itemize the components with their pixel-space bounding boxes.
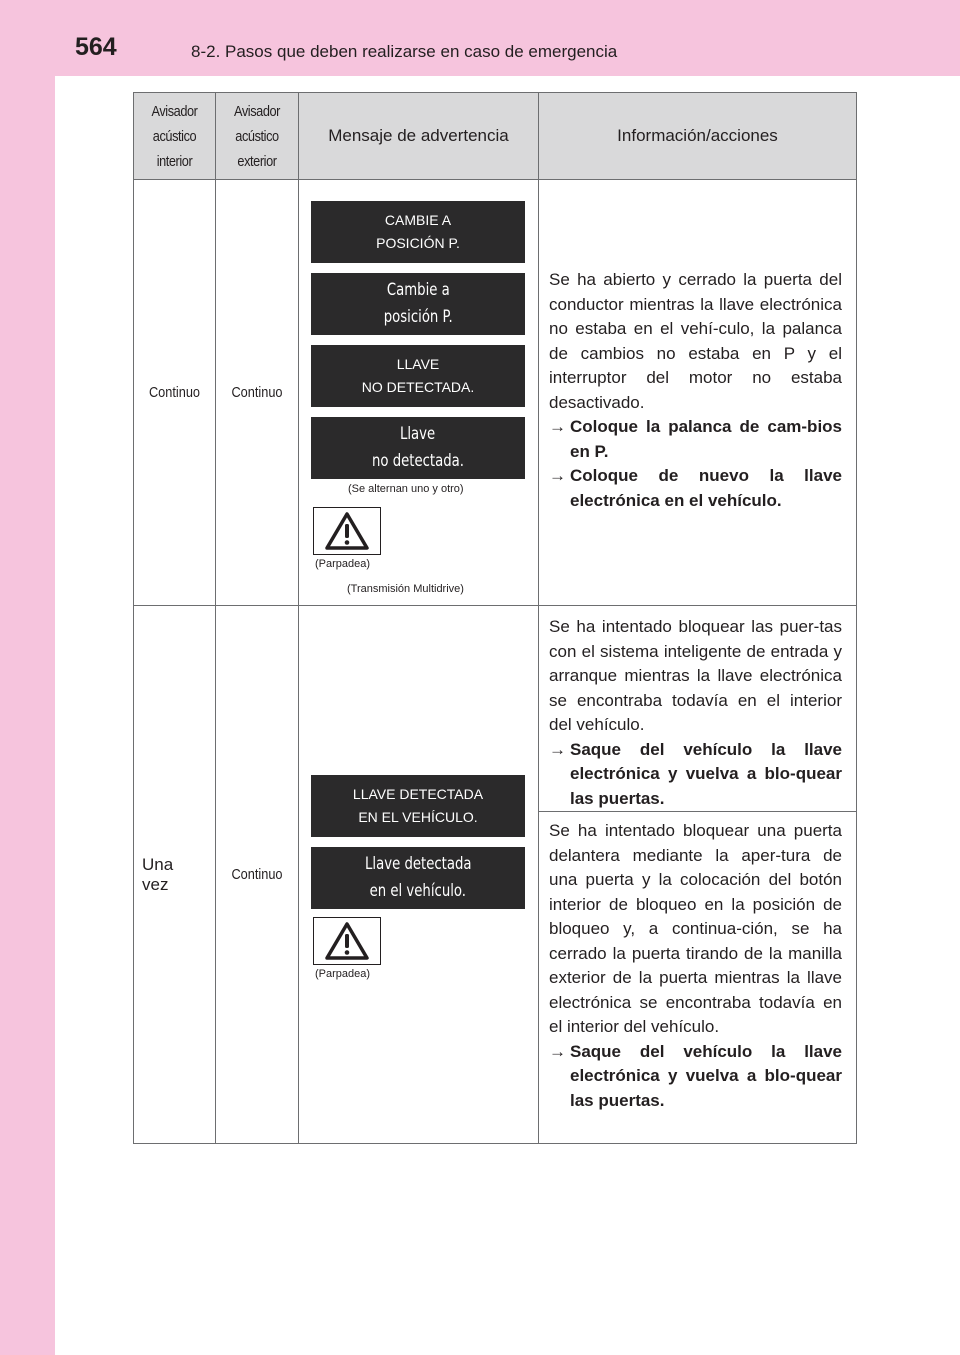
header-line: interior bbox=[156, 152, 193, 170]
header-line: Avisador bbox=[234, 102, 280, 120]
action-item bbox=[549, 1040, 842, 1114]
display-message bbox=[311, 345, 525, 407]
cell-warning-message bbox=[299, 606, 539, 1144]
exterior-buzzer-value: Continuo bbox=[231, 866, 283, 883]
info-text: Se ha intentado bloquear una puerta delantera mediante la aper-tura de una puerta y la colocación del botón interior de bloqueo en la posición de bloqueo y, a continua-ción, se ha cerrado la puerta tirando de la manilla exterior de la puerta mientras la llave electrónica se encontraba todavía en el interior del vehículo. bbox=[549, 821, 842, 1036]
display-message bbox=[311, 775, 525, 837]
action-text: Saque del vehículo la llave electrónica y vuelva a blo-quear las puertas. bbox=[570, 739, 842, 808]
warning-table bbox=[133, 92, 857, 1144]
page-number: 564 bbox=[75, 33, 117, 61]
info-text: Se ha intentado bloquear las puer-tas con el sistema inteligente de entrada y arranque mientras la llave electrónica se encontraba todavía en el interior del vehículo. bbox=[549, 617, 842, 734]
cell-interior-buzzer bbox=[134, 606, 216, 1144]
display-line: no detectada. bbox=[371, 451, 465, 471]
display-message bbox=[311, 201, 525, 263]
header-interior-buzzer bbox=[134, 93, 216, 180]
cell-interior-buzzer bbox=[134, 180, 216, 606]
exterior-buzzer-value: Continuo bbox=[231, 384, 283, 401]
header-line: Avisador bbox=[151, 102, 198, 120]
warning-triangle-icon bbox=[313, 917, 381, 965]
table-row bbox=[134, 606, 857, 812]
arrow-icon: → bbox=[549, 739, 566, 759]
alternate-caption: (Se alternan uno y otro) bbox=[348, 483, 464, 495]
display-message bbox=[311, 273, 525, 335]
header-warning-message: Mensaje de advertencia bbox=[299, 93, 539, 180]
arrow-icon: → bbox=[549, 417, 566, 436]
display-message bbox=[311, 417, 525, 479]
display-line: LLAVE DETECTADA bbox=[352, 786, 484, 802]
cell-exterior-buzzer bbox=[216, 606, 299, 1144]
arrow-icon: → bbox=[549, 1041, 566, 1061]
cell-warning-message bbox=[299, 180, 539, 606]
action-item bbox=[549, 738, 842, 812]
header-info-actions: Información/acciones bbox=[539, 93, 857, 180]
display-line: en el vehículo. bbox=[369, 881, 467, 901]
header-line: exterior bbox=[237, 152, 277, 170]
cell-info-actions bbox=[539, 812, 857, 1144]
warning-triangle-icon bbox=[324, 511, 370, 551]
header-line: acústico bbox=[235, 127, 279, 145]
action-text: Coloque la palanca de cam-bios en P. bbox=[570, 417, 842, 461]
action-text: Saque del vehículo la llave electrónica y vuelva a blo-quear las puertas. bbox=[570, 1041, 842, 1110]
side-margin-bar bbox=[0, 0, 55, 1355]
interior-buzzer-value: Una vez bbox=[142, 854, 174, 894]
info-text: Se ha abierto y cerrado la puerta del conductor mientras la llave electrónica no estaba en el vehí-culo, la palanca de cambios no estaba en P y el interruptor del motor no estaba desactivado. bbox=[549, 270, 842, 412]
table-header-row bbox=[134, 93, 857, 180]
blink-caption: (Parpadea) bbox=[315, 558, 371, 570]
display-line: posición P. bbox=[383, 307, 453, 327]
header-line: acústico bbox=[152, 127, 197, 145]
transmission-caption: (Transmisión Multidrive) bbox=[347, 583, 464, 595]
interior-buzzer-value: Continuo bbox=[148, 384, 201, 401]
display-line: CAMBIE A bbox=[384, 212, 452, 228]
display-message bbox=[311, 847, 525, 909]
header-band bbox=[0, 0, 960, 76]
action-item bbox=[549, 464, 842, 513]
display-line: EN EL VEHÍCULO. bbox=[358, 809, 478, 825]
action-item bbox=[549, 415, 842, 464]
arrow-icon: → bbox=[549, 466, 566, 485]
display-line: POSICIÓN P. bbox=[376, 235, 460, 251]
warning-triangle-icon bbox=[324, 921, 370, 961]
header-exterior-buzzer bbox=[216, 93, 299, 180]
display-line: Llave detectada bbox=[364, 854, 472, 874]
table-row bbox=[134, 180, 857, 606]
display-line: Cambie a bbox=[386, 280, 450, 300]
display-line: NO DETECTADA. bbox=[361, 379, 475, 395]
section-title: 8-2. Pasos que deben realizarse en caso de emergencia bbox=[191, 42, 618, 61]
display-line: LLAVE bbox=[396, 356, 440, 372]
warning-triangle-icon bbox=[313, 507, 381, 555]
display-line: Llave bbox=[400, 424, 436, 444]
cell-exterior-buzzer bbox=[216, 180, 299, 606]
action-text: Coloque de nuevo la llave electrónica en el vehículo. bbox=[570, 466, 842, 510]
cell-info-actions bbox=[539, 180, 857, 606]
blink-caption: (Parpadea) bbox=[315, 968, 371, 980]
cell-info-actions bbox=[539, 606, 857, 812]
